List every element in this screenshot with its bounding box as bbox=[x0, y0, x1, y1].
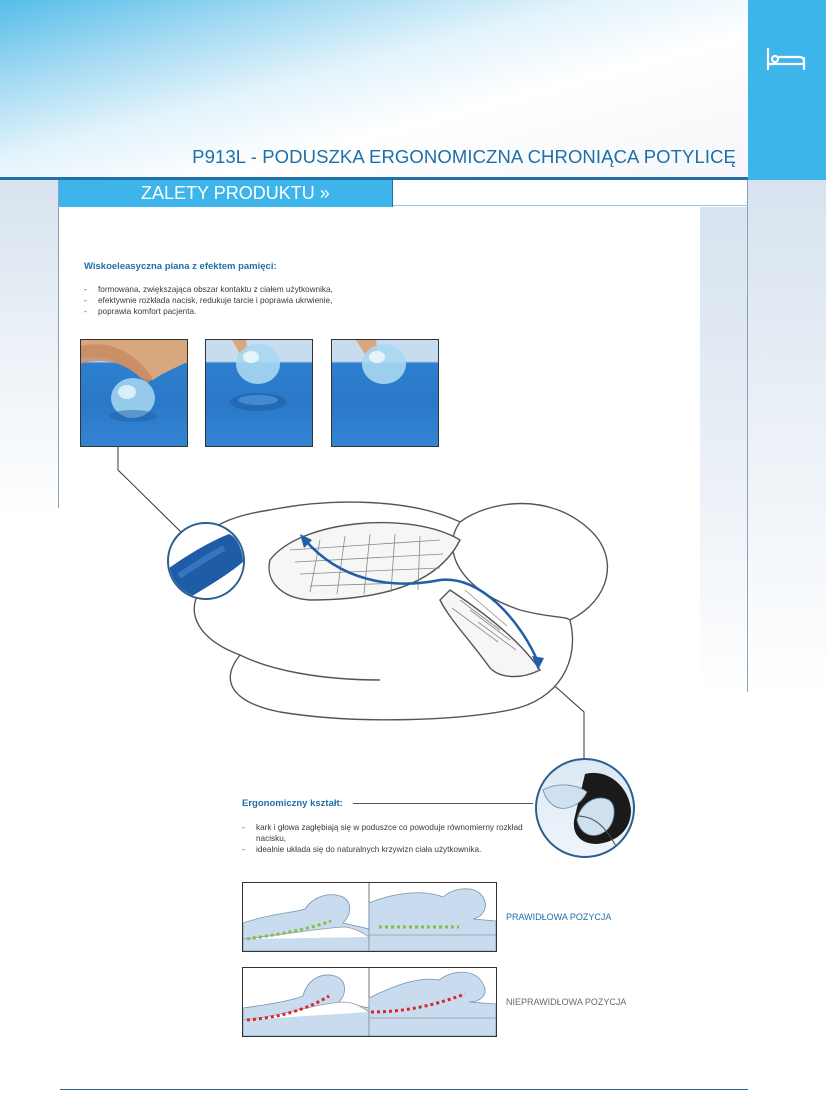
footer-divider bbox=[60, 1089, 748, 1090]
ergonomic-callout-line bbox=[353, 803, 533, 804]
incorrect-position-diagram bbox=[242, 967, 497, 1037]
list-item: - idealnie układa się do naturalnych krzywizn ciała użytkownika. bbox=[242, 844, 546, 855]
list-item: - poprawia komfort pacjenta. bbox=[84, 306, 333, 317]
correct-position-diagram bbox=[242, 882, 497, 952]
memory-foam-heading: Wiskoeleasyczna piana z efektem pamięci: bbox=[84, 261, 277, 272]
page-title: P913L - PODUSZKA ERGONOMICZNA CHRONIĄCA POTYLICĘ bbox=[192, 146, 736, 167]
head-zoom-circle bbox=[535, 758, 635, 858]
correct-position-label: PRAWIDŁOWA POZYCJA bbox=[506, 912, 612, 922]
foam-zoom-circle bbox=[167, 522, 245, 600]
ergonomic-heading: Ergonomiczny kształt: bbox=[242, 798, 343, 809]
incorrect-position-label: NIEPRAWIDŁOWA POZYCJA bbox=[506, 997, 627, 1007]
list-item: - formowana, zwiększająca obszar kontaktu z ciałem użytkownika, bbox=[84, 284, 333, 295]
list-item: - efektywnie rozkłada nacisk, redukuje tarcie i poprawia ukrwienie, bbox=[84, 295, 333, 306]
list-item: - kark i głowa zagłębiają się w poduszce co powoduje równomierny rozkład nacisku, bbox=[242, 822, 546, 844]
section-tab-advantages: ZALETY PRODUKTU » bbox=[59, 180, 393, 207]
ergonomic-list bbox=[242, 822, 546, 856]
